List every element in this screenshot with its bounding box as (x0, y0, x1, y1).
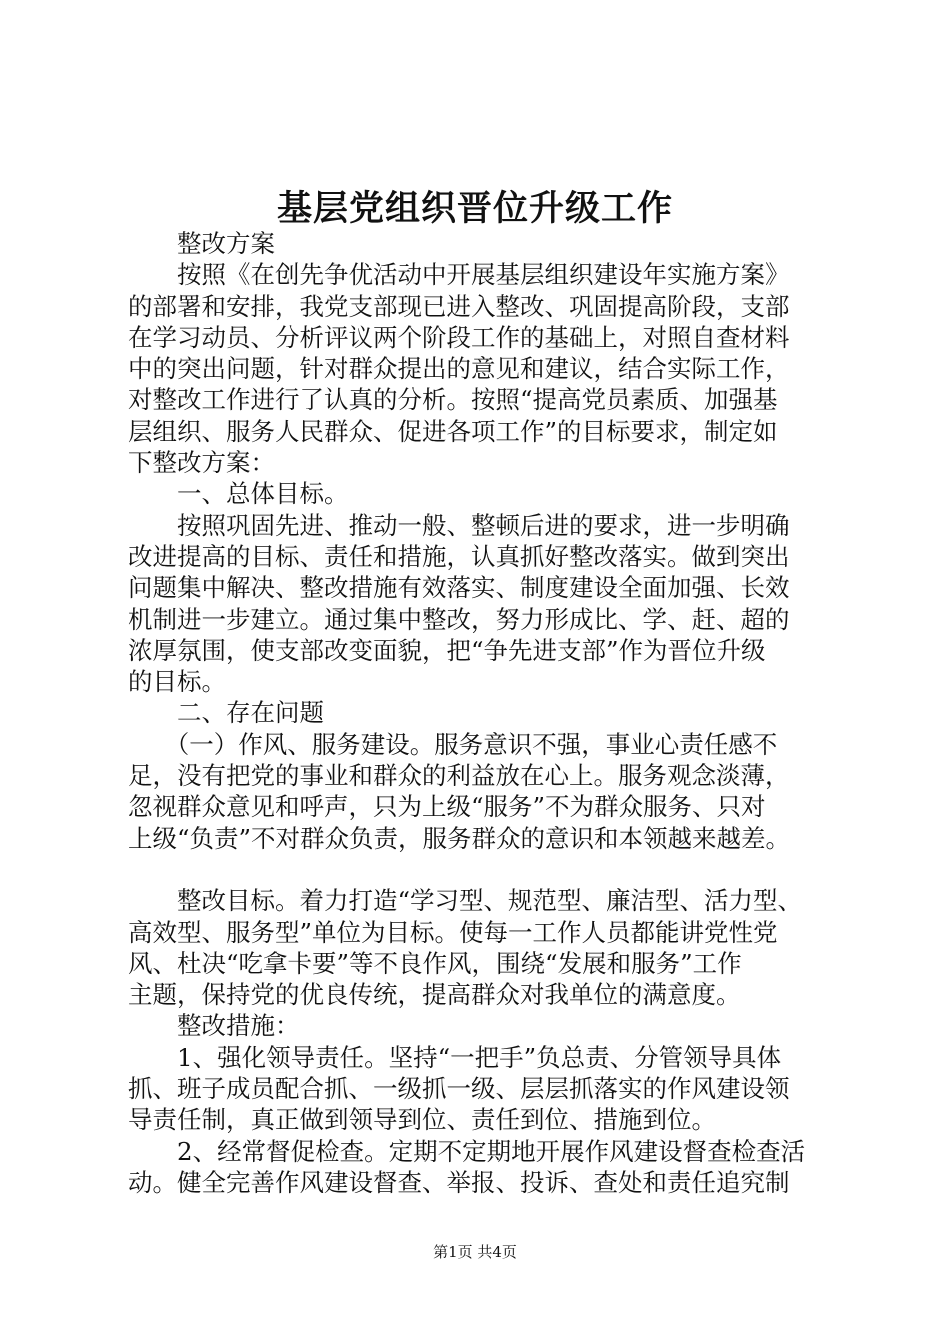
text-line: 二、存在问题 (128, 698, 324, 728)
text-line: 足，没有把党的事业和群众的利益放在心上。服务观念淡薄， (128, 761, 790, 791)
text-line: 2、经常督促检查。定期不定期地开展作风建设督查检查活 (128, 1136, 806, 1166)
document-title: 基层党组织晋位升级工作 (276, 188, 673, 229)
text-line: 的目标。 (128, 667, 226, 697)
page-footer: 第1页 共4页 (433, 1243, 517, 1261)
text-line: 忽视群众意见和呼声，只为上级“服务”不为群众服务、只对 (128, 792, 766, 822)
text-line: 主题，保持党的优良传统，提高群众对我单位的满意度。 (128, 980, 741, 1010)
text-line: （一）作风、服务建设。服务意识不强，事业心责任感不 (128, 729, 778, 759)
text-line: 整改目标。着力打造“学习型、规范型、廉洁型、活力型、 (128, 886, 803, 916)
text-line: 风、杜决“吃拿卡要”等不良作风，围绕“发展和服务”工作 (128, 948, 742, 978)
text-line: 机制进一步建立。通过集中整改，努力形成比、学、赶、超的 (128, 604, 790, 634)
text-line: 层组织、服务人民群众、促进各项工作”的目标要求，制定如 (128, 416, 778, 446)
text-line: 对整改工作进行了认真的分析。按照“提高党员素质、加强基 (128, 385, 778, 415)
text-line: 按照《在创先争优活动中开展基层组织建设年实施方案》 (128, 260, 790, 290)
text-line: 上级“负责”不对群众负责，服务群众的意识和本领越来越差。 (128, 823, 791, 853)
text-line: 动。健全完善作风建设督查、举报、投诉、查处和责任追究制 (128, 1167, 790, 1197)
text-line: 改进提高的目标、责任和措施，认真抓好整改落实。做到突出 (128, 541, 790, 571)
text-line: 抓、班子成员配合抓、一级抓一级、层层抓落实的作风建设领 (128, 1074, 790, 1104)
document-body (128, 228, 838, 1198)
text-line: 高效型、服务型”单位为目标。使每一工作人员都能讲党性党 (128, 917, 778, 947)
text-line: 整改措施： (128, 1011, 300, 1041)
text-line: 在学习动员、分析评议两个阶段工作的基础上，对照自查材料 (128, 322, 790, 352)
text-line: 问题集中解决、整改措施有效落实、制度建设全面加强、长效 (128, 573, 790, 603)
text-line: 按照巩固先进、推动一般、整顿后进的要求，进一步明确 (128, 510, 790, 540)
text-line: 1、强化领导责任。坚持“一把手”负总责、分管领导具体 (128, 1042, 782, 1072)
text-line: 的部署和安排，我党支部现已进入整改、巩固提高阶段，支部 (128, 291, 790, 321)
text-line: 一、总体目标。 (128, 479, 349, 509)
text-line: 浓厚氛围，使支部改变面貌，把“争先进支部”作为晋位升级 (128, 635, 766, 665)
text-line (128, 854, 838, 885)
text-line: 整改方案 (128, 229, 275, 258)
text-line: 中的突出问题，针对群众提出的意见和建议，结合实际工作， (128, 354, 790, 384)
text-line: 导责任制，真正做到领导到位、责任到位、措施到位。 (128, 1105, 716, 1135)
text-line: 下整改方案： (128, 448, 275, 478)
